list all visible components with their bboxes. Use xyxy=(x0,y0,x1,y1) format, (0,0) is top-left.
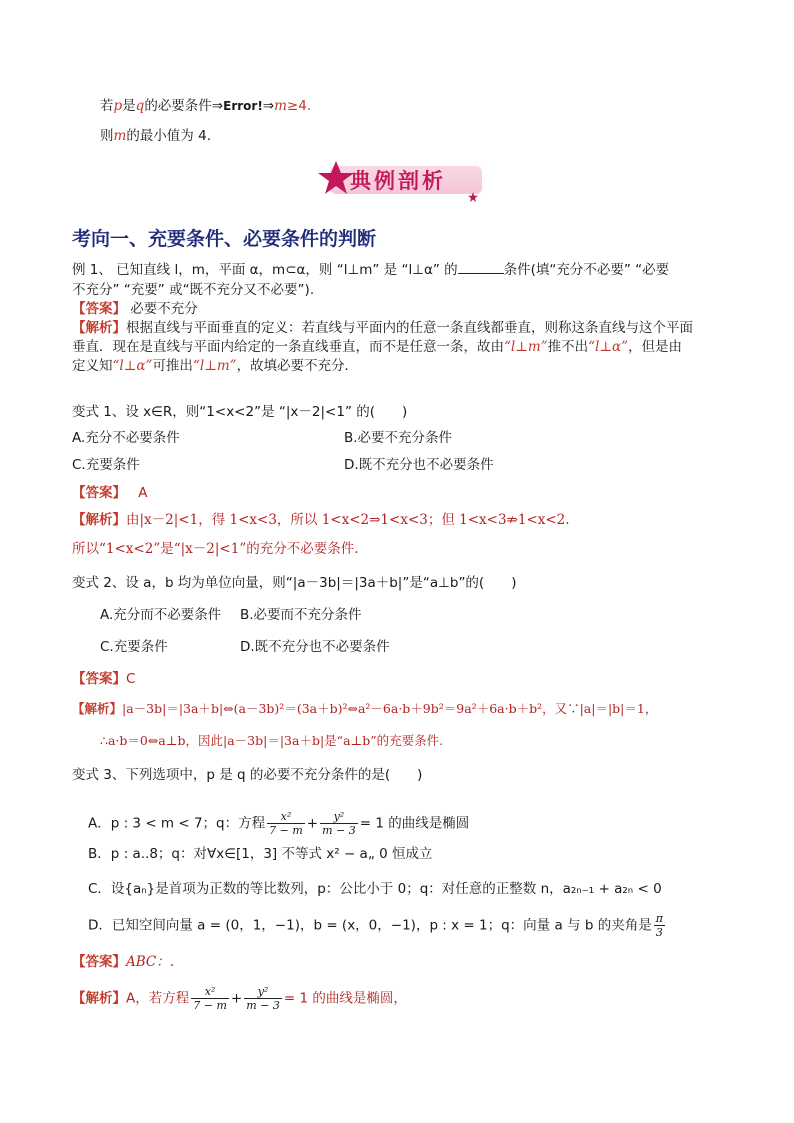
quote: “l⊥α” xyxy=(588,339,629,355)
section-banner xyxy=(316,158,484,200)
text: ⇒ xyxy=(262,98,275,114)
analysis-label: 【解析】 xyxy=(72,320,126,336)
answer-value: C xyxy=(126,671,136,687)
fill-blank xyxy=(458,261,504,274)
text: 条件(填“充分不必要” “必要 xyxy=(503,262,670,278)
var-q: q xyxy=(135,98,145,114)
section-title: 考向一、充要条件、必要条件的判断 xyxy=(72,228,377,250)
var1-option-b: B.必要不充分条件 xyxy=(344,430,453,446)
small-star-icon xyxy=(468,192,478,202)
var3-answer xyxy=(72,950,174,970)
text: ≥4. xyxy=(286,98,312,114)
var-m: m xyxy=(113,128,127,144)
intro-line-1 xyxy=(100,94,311,114)
text: = 1 的曲线是椭圆， xyxy=(283,990,407,1007)
text: |a－3b|＝|3a＋b|⇔(a－3b)²＝(3a＋b)²⇔a²－6a·b＋9b²＝9a²＋6a·b＋b²，又∵|a|＝|b|＝1， xyxy=(122,701,658,716)
fraction xyxy=(654,912,665,939)
quote: “l⊥m” xyxy=(504,339,548,355)
var1-option-c: C.充要条件 xyxy=(72,457,140,473)
var1-option-d: D.既不充分也不必要条件 xyxy=(344,457,494,473)
var2-stem: 变式 2、设 a，b 均为单位向量，则“|a－3b|＝|3a＋b|”是“a⊥b”的( ) xyxy=(72,575,517,591)
denominator: 7 − m xyxy=(269,824,303,837)
text: 不充分” “充要” 或“既不充分又不必要”). xyxy=(72,282,315,298)
text: 例 1、 已知直线 xyxy=(72,262,171,278)
denominator: 3 xyxy=(655,926,663,939)
text: ，但是由 xyxy=(628,339,683,355)
denominator: m − 3 xyxy=(322,824,356,837)
answer-label: 【答案】 xyxy=(72,301,126,317)
var2-option-c: C.充要条件 xyxy=(100,639,168,655)
var2-option-b: B.必要而不充分条件 xyxy=(240,607,362,623)
var3-option-a xyxy=(88,810,469,837)
text: 若 xyxy=(100,98,114,114)
numerator: y² xyxy=(244,985,282,999)
ex1-analysis-2 xyxy=(72,335,682,355)
fraction xyxy=(244,985,282,1012)
var2-answer xyxy=(72,667,135,687)
answer-value: ABC：. xyxy=(126,954,175,970)
text: ，故填必要不充分． xyxy=(236,358,359,374)
numerator: x² xyxy=(191,985,229,999)
text: 根据直线与平面垂直的定义：若直线与平面内的任意一条直线都垂直，则称这条直线与这个平面 xyxy=(126,320,693,336)
banner-title: 典例剖析 xyxy=(350,168,446,193)
var1-analysis-1 xyxy=(72,508,570,528)
text: 是 xyxy=(122,98,136,114)
fraction xyxy=(267,810,305,837)
answer-label: 【答案】 xyxy=(72,671,126,687)
denominator: 7 − m xyxy=(193,999,227,1012)
ex1-analysis-3 xyxy=(72,354,358,374)
text: A，若方程 xyxy=(126,990,190,1007)
numerator: y² xyxy=(320,810,358,824)
answer-value: A xyxy=(138,485,148,501)
var1-analysis-2 xyxy=(72,537,359,557)
ex1-answer xyxy=(72,297,198,317)
var-m: m xyxy=(274,98,287,114)
var3-option-d xyxy=(88,912,667,939)
text: 推不出 xyxy=(547,339,589,355)
quote: “l⊥m” xyxy=(192,358,237,374)
var3-option-b: B．p : a..8；q：对∀x∈[1，3] 不等式 x² − a„ 0 恒成立 xyxy=(88,846,433,862)
text: ∴a·b＝0⇔a⊥b，因此|a－3b|＝|3a＋b|是“a⊥b”的充要条件. xyxy=(100,733,444,748)
ex1-analysis-1 xyxy=(72,316,693,336)
var2-option-a: A.充分而不必要条件 xyxy=(100,607,222,623)
plus: + xyxy=(230,990,243,1007)
ex1-line-1 xyxy=(72,258,669,278)
text: A．p : 3 < m < 7；q：方程 xyxy=(88,815,266,832)
numerator: x² xyxy=(267,810,305,824)
quote: “l⊥α” xyxy=(112,358,153,374)
text: 的必要条件⇒ xyxy=(144,98,224,114)
text: 垂直．现在是直线与平面内给定的一条直线垂直，而不是任意一条，故由 xyxy=(72,339,504,355)
answer-value: 必要不充分 xyxy=(130,301,198,317)
text: 的最小值为 4. xyxy=(126,128,211,144)
plus: + xyxy=(306,815,319,832)
text: = 1 的曲线是椭圆 xyxy=(359,815,470,832)
var3-analysis xyxy=(72,985,407,1012)
analysis-label: 【解析】 xyxy=(72,701,123,716)
answer-label: 【答案】 xyxy=(72,954,126,970)
var2-option-d: D.既不充分也不必要条件 xyxy=(240,639,390,655)
answer-label: 【答案】 xyxy=(72,485,126,501)
text: D．已知空间向量 a = (0，1，−1)，b = (x，0，−1)，p : x = 1；q：向量 a 与 b 的夹角是 xyxy=(88,917,652,934)
text: 所以“1<x<2”是“|x－2|<1”的充分不必要条件. xyxy=(72,541,359,557)
fraction xyxy=(320,810,358,837)
var3-option-c: C．设{aₙ}是首项为正数的等比数列，p：公比小于 0；q：对任意的正整数 n，a₂ₙ₋₁ + a₂ₙ < 0 xyxy=(88,881,662,897)
var3-stem: 变式 3、下列选项中，p 是 q 的必要不充分条件的是( ) xyxy=(72,767,423,783)
analysis-label: 【解析】 xyxy=(72,512,126,528)
text: 定义知 xyxy=(72,358,113,374)
text: 则 xyxy=(100,128,114,144)
var2-analysis-1 xyxy=(72,699,657,717)
error-text: Error! xyxy=(223,99,263,113)
var2-analysis-2 xyxy=(100,731,443,749)
text: 可推出 xyxy=(152,358,193,374)
analysis-label: 【解析】 xyxy=(72,990,126,1007)
numerator: π xyxy=(655,912,663,925)
ex1-line-2 xyxy=(72,278,314,298)
text: 由|x－2|<1，得 1<x<3，所以 1<x<2⇒1<x<3；但 1<x<3⇏1<x<2. xyxy=(126,512,570,528)
intro-line-2 xyxy=(100,124,211,144)
denominator: m − 3 xyxy=(246,999,280,1012)
var-p: p xyxy=(113,98,123,114)
var1-stem: 变式 1、设 x∈R，则“1<x<2”是 “|x－2|<1” 的( ) xyxy=(72,404,408,420)
var1-answer xyxy=(72,481,148,501)
var1-option-a: A.充分不必要条件 xyxy=(72,430,180,446)
text: l，m，平面 α，m⊂α，则 “l⊥m” 是 “l⊥α” 的 xyxy=(174,262,458,278)
fraction xyxy=(191,985,229,1012)
